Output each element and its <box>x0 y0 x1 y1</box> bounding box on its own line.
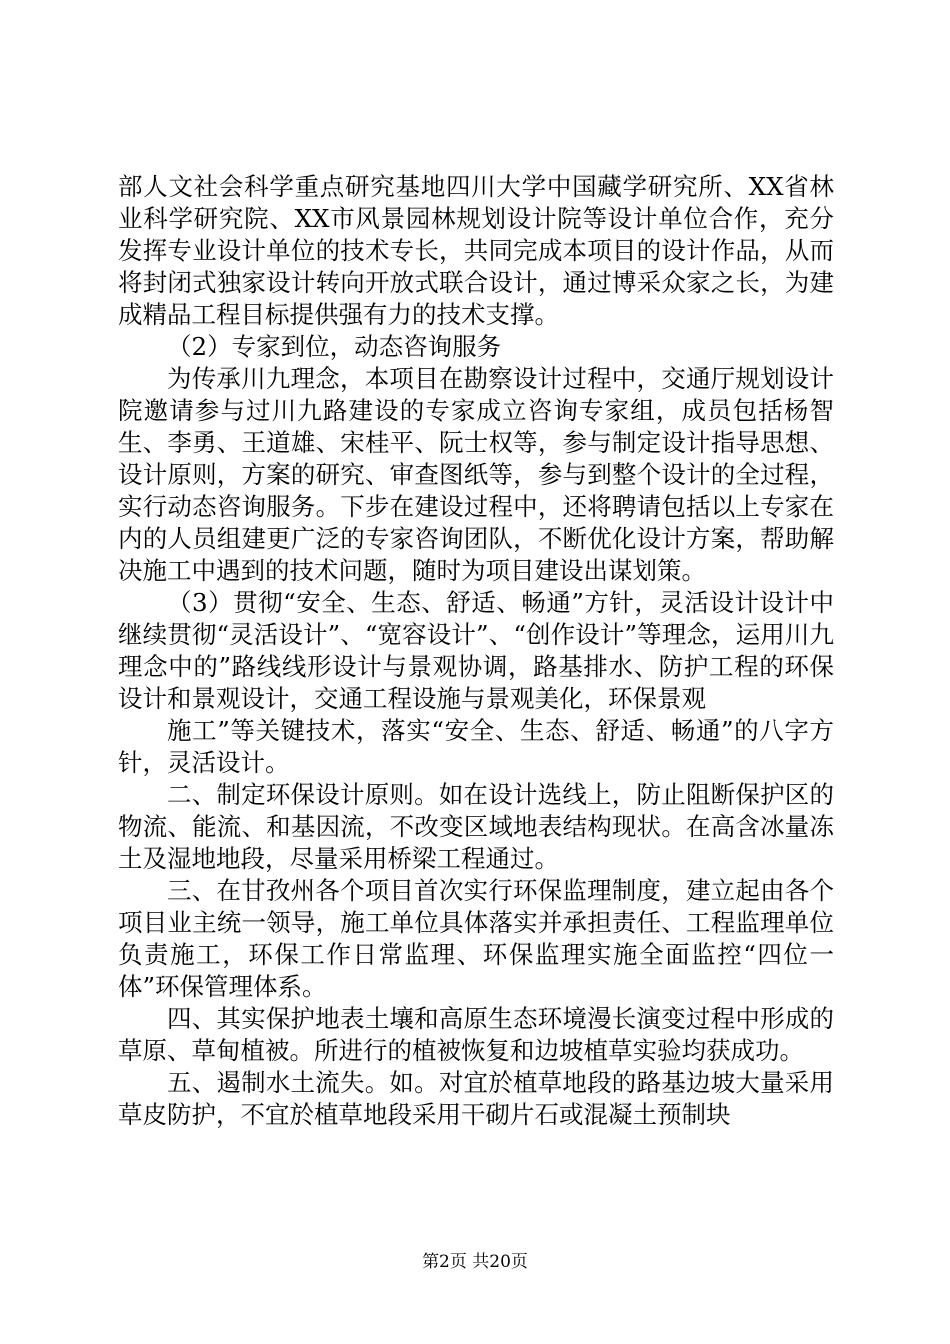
paragraph-cooperation: 部人文社会科学重点研究基地四川大学中国藏学研究所、XX省林业科学研究院、XX市风景园林规划设计院等设计单位合作，充分发挥专业设计单位的技术专长，共同完成本项目的设计作品，从而将封闭式独家设计转向开放式联合设计，通过博采众家之长，为建成精品工程目标提供强有力的技术支撑。 <box>118 172 834 329</box>
page-number-footer: 第2页 共20页 <box>422 1252 528 1272</box>
paragraph-vegetation: 四、其实保护地表土壤和高原生态环境漫长演变过程中形成的草原、草甸植被。所进行的植被恢复和边坡植草实验均获成功。 <box>118 1004 834 1065</box>
document-body <box>118 171 834 1131</box>
paragraph-supervision: 三、在甘孜州各个项目首次实行环保监理制度，建立起由各个项目业主统一领导，施工单位具体落实并承担责任、工程监理单位负责施工，环保工作日常监理、环保监理实施全面监控“四位一体”环保管理体系。 <box>118 876 834 1001</box>
paragraph-principles: 二、制定环保设计原则。如在设计选线上，防止阻断保护区的物流、能流、和基因流，不改变区域地表结构现状。在高含冰量冻土及湿地地段，尽量采用桥梁工程通过。 <box>118 780 834 873</box>
paragraph-construction: 施工”等关键技术，落实“安全、生态、舒适、畅通”的八字方针，灵活设计。 <box>118 716 834 777</box>
paragraph-experts: 为传承川九理念，本项目在勘察设计过程中，交通厅规划设计院邀请参与过川九路建设的专家成立咨询专家组，成员包括杨智生、李勇、王道雄、宋桂平、阮士权等，参与制定设计指导思想、设计原则，方案的研究、审查图纸等，参与到整个设计的全过程，实行动态咨询服务。下步在建设过程中，还将聘请包括以上专家在内的人员组建更广泛的专家咨询团队，不断优化设计方案，帮助解决施工中遇到的技术问题，随时为项目建设出谋划策。 <box>118 364 834 585</box>
paragraph-heading-experts: （2）专家到位，动态咨询服务 <box>167 332 502 361</box>
paragraph-flexible-design: （3）贯彻“安全、生态、舒适、畅通”方针，灵活设计设计中继续贯彻“灵活设计”、“宽容设计”、“创作设计”等理念，运用川九理念中的”路线线形设计与景观协调，路基排水、防护工程的环保设计和景观设计，交通工程设施与景观美化，环保景观 <box>118 588 834 713</box>
paragraph-soil-erosion: 五、遏制水土流失。如。对宜於植草地段的路基边坡大量采用草皮防护，不宜於植草地段采用干砌片石或混凝土预制块 <box>118 1068 834 1129</box>
